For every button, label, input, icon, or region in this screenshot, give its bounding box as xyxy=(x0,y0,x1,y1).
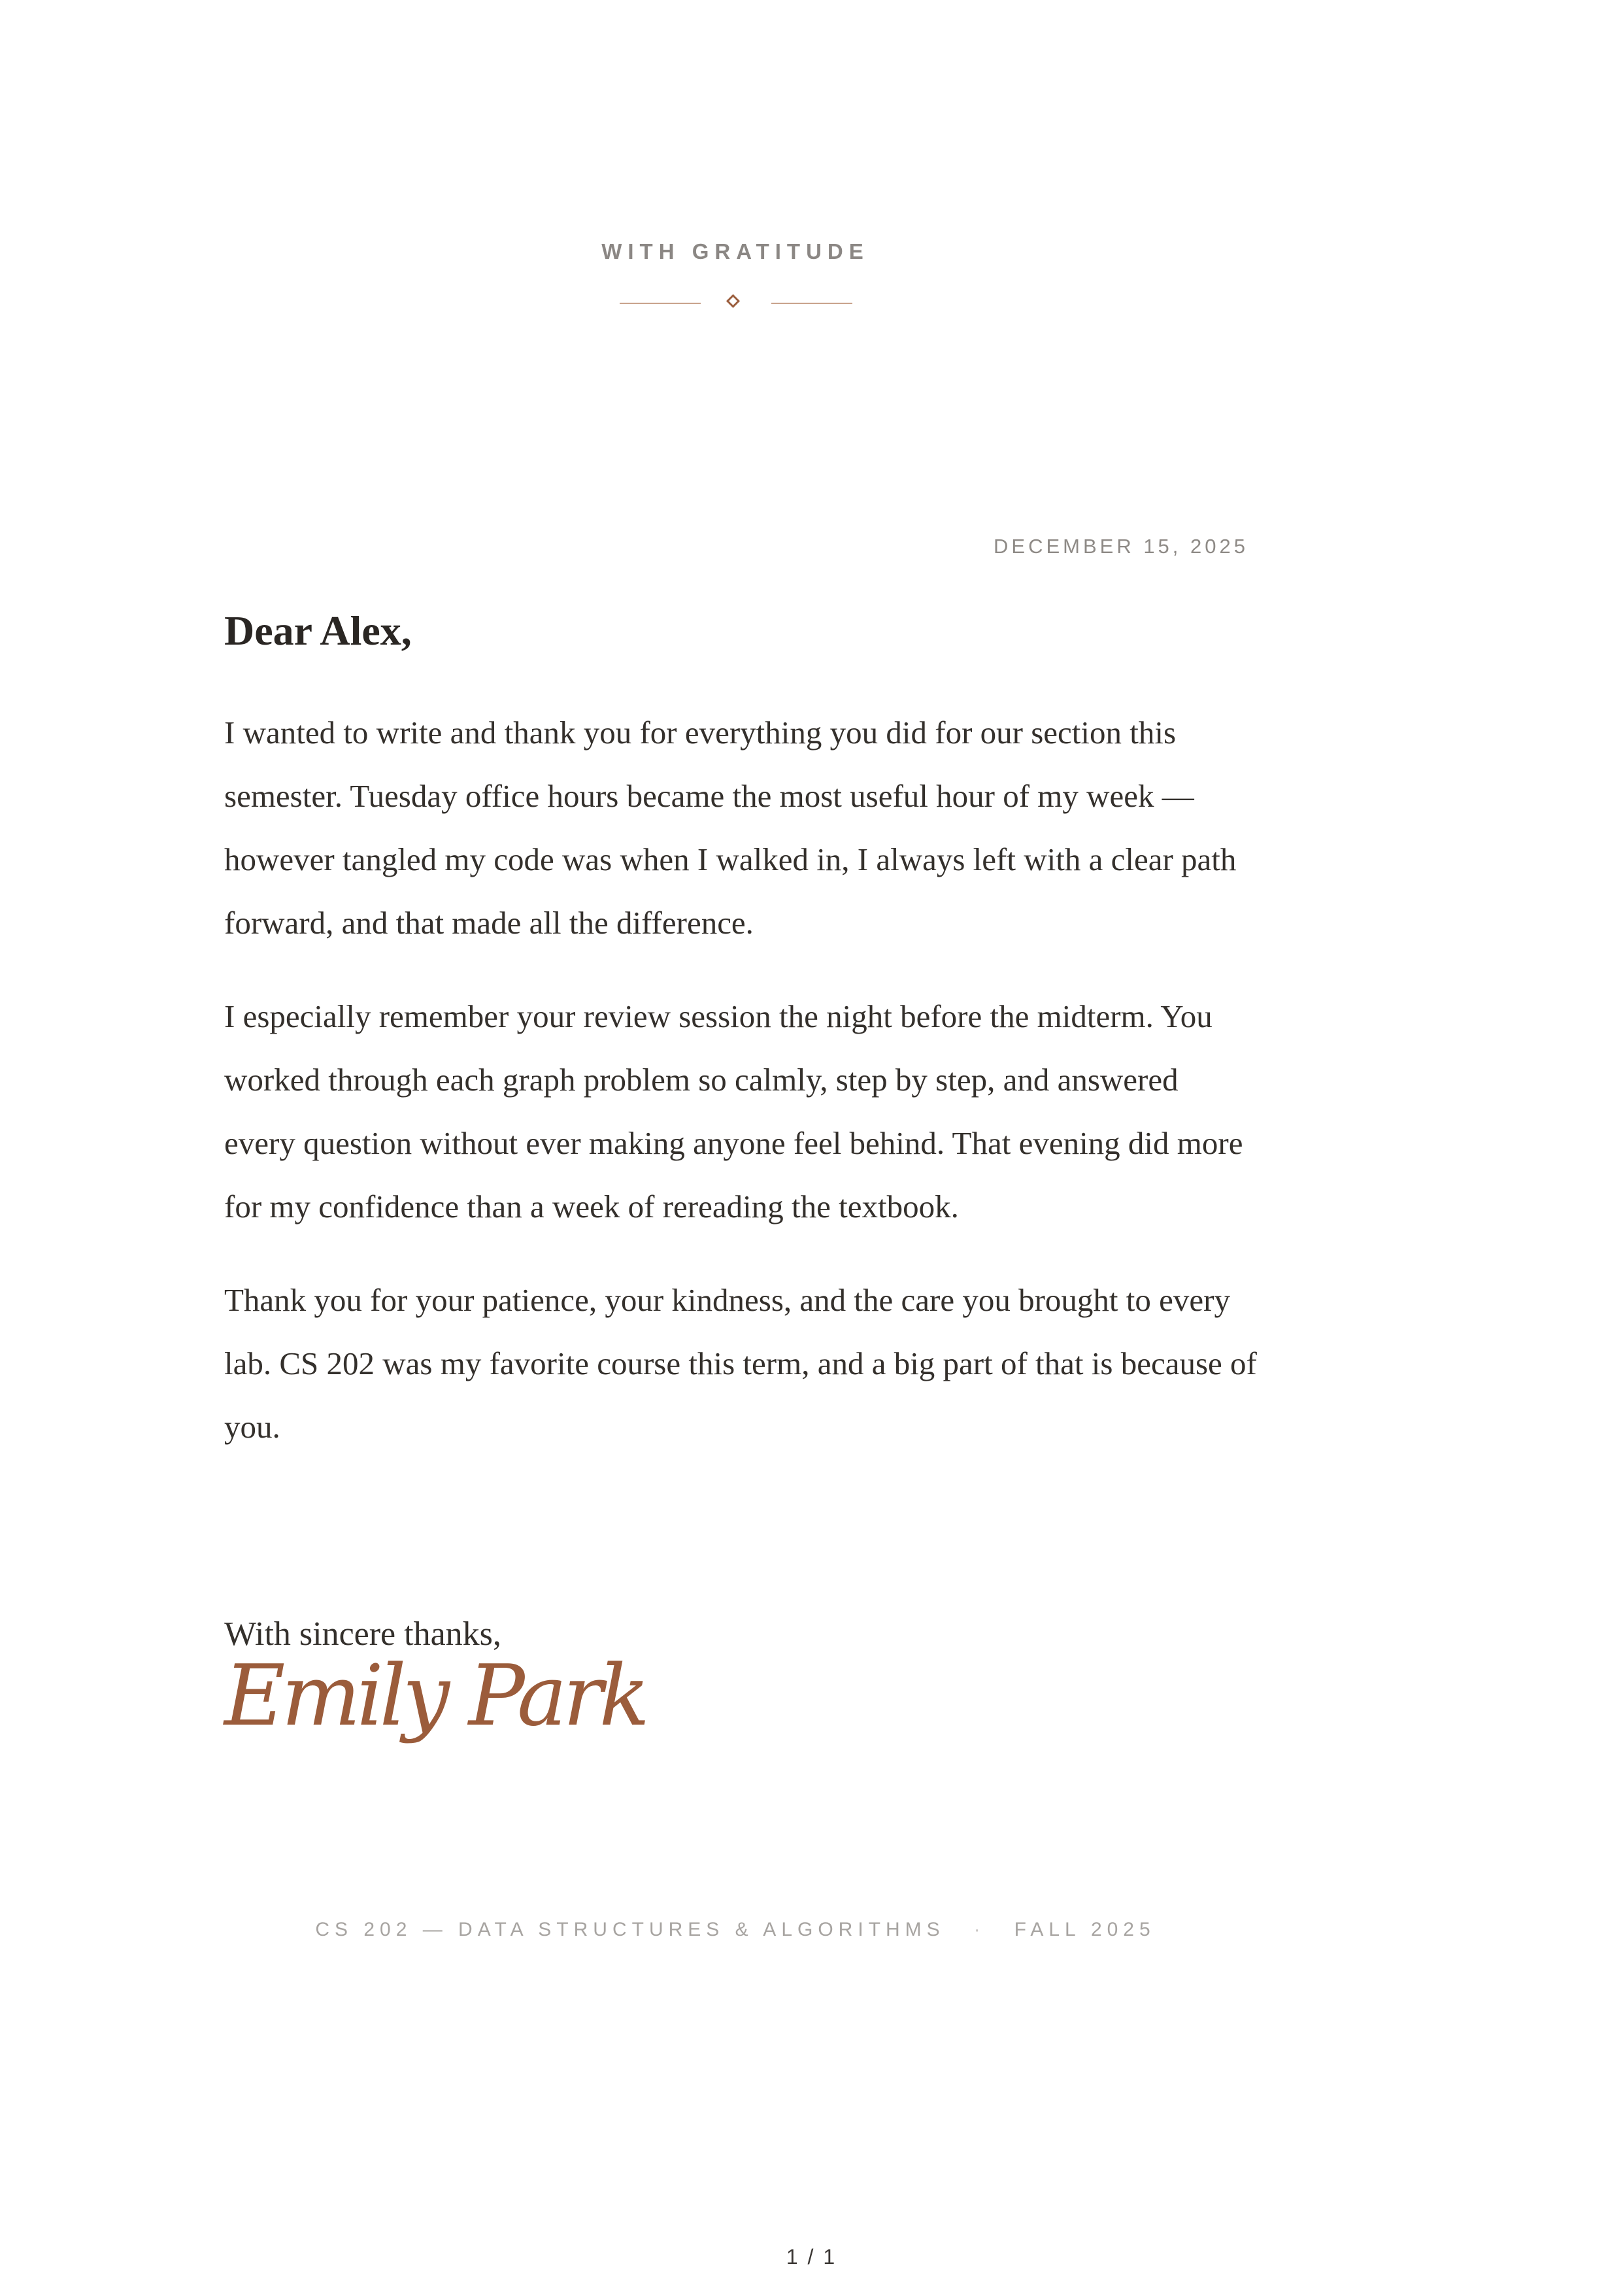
closing-line: With sincere thanks, xyxy=(224,1615,501,1653)
paragraph: I especially remember your review session the night before the midterm. You worked through each graph problem so calmly, step by step, and answered every question without ever making anyone feel behind. That evening did more for my confidence than a week of rereading the textbook. xyxy=(224,998,1243,1224)
eyebrow-heading: WITH GRATITUDE xyxy=(601,239,869,263)
divider-rule-left xyxy=(620,303,701,304)
divider-rule-right xyxy=(771,303,852,304)
footer-separator: · xyxy=(973,1919,986,1940)
diamond-icon xyxy=(726,294,740,308)
divider-ornament xyxy=(0,290,1471,316)
salutation: Dear Alex, xyxy=(224,607,412,654)
footer xyxy=(0,1919,1471,1941)
letter-body xyxy=(224,701,1257,1489)
page-number: 1 / 1 xyxy=(786,2245,837,2269)
signature: Emily Park xyxy=(224,1647,646,1745)
letter-date: DECEMBER 15, 2025 xyxy=(994,535,1248,558)
footer-term: FALL 2025 xyxy=(1014,1919,1156,1940)
paragraph: Thank you for your patience, your kindness, and the care you brought to every lab. CS 202 was my favorite course this term, and a big part of that is because of you. xyxy=(224,1282,1257,1445)
footer-course: CS 202 — DATA STRUCTURES & ALGORITHMS xyxy=(315,1919,945,1940)
paragraph: I wanted to write and thank you for everything you did for our section this semester. Tuesday office hours became the most useful hour of my week — however tangled my code was when I walked in, I always left with a clear path forward, and that made all the difference. xyxy=(224,715,1237,941)
